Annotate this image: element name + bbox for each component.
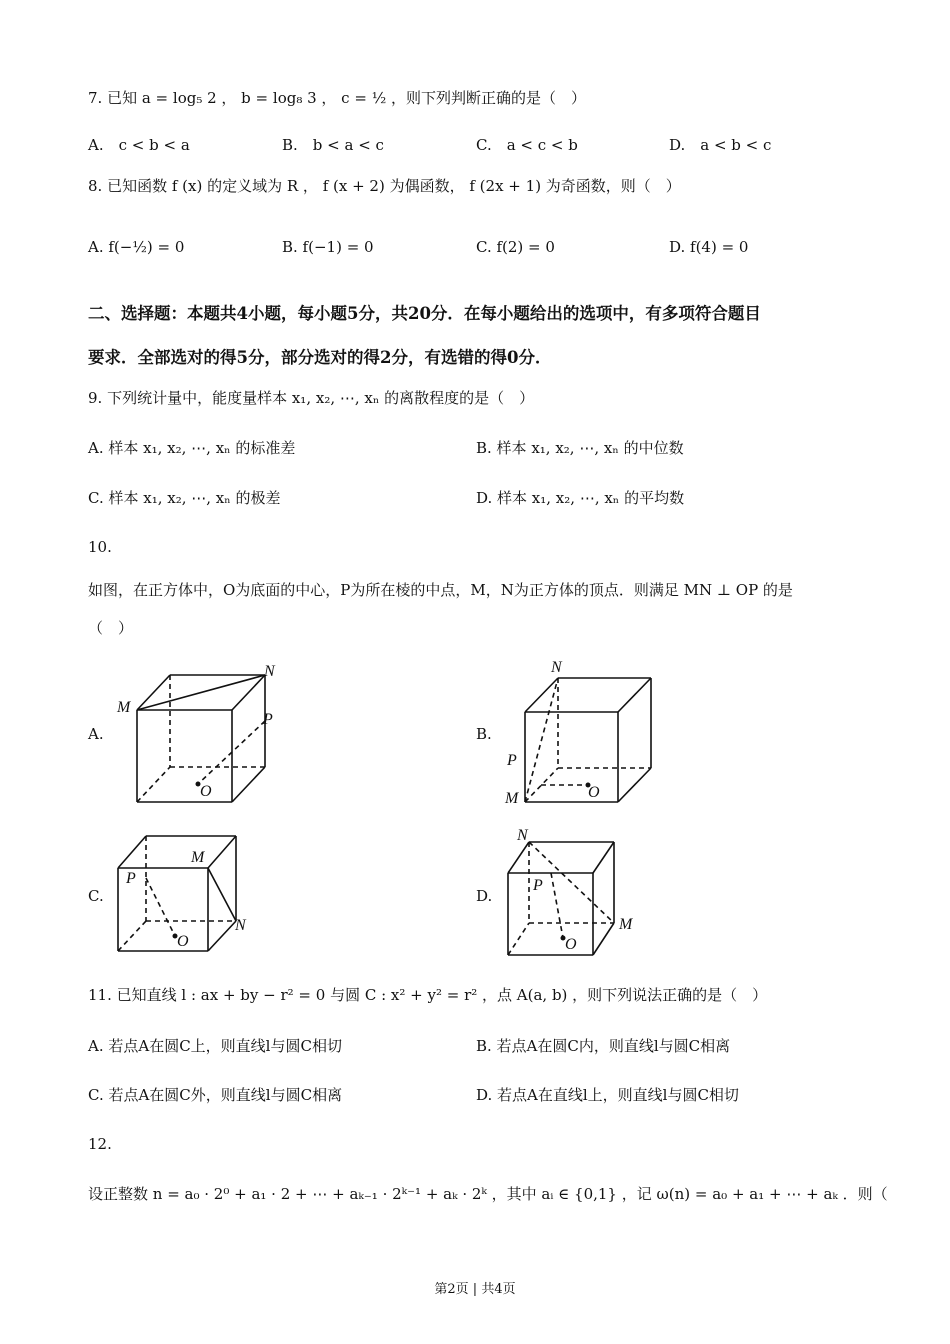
q11-stem: 11. 已知直线 l : ax + by − r² = 0 与圆 C : x² + y² = r² ，点 A(a, b) ，则下列说法正确的是（ ）	[88, 986, 768, 1004]
q10-b-label-o: O	[588, 784, 600, 801]
q10-a-label-m: M	[117, 699, 131, 716]
q7-option-d: D. a < b < c	[669, 136, 772, 154]
section2-heading-line2: 要求．全部选对的得5分，部分选对的得2分，有选错的得0分．	[88, 348, 552, 367]
q8-option-b: B. f(−1) = 0	[282, 238, 374, 256]
q11-option-a: A. 若点A在圆C上，则直线l与圆C相切	[88, 1037, 342, 1055]
q10-c-label-n: N	[235, 917, 246, 934]
q12-stem: 设正整数 n = a₀ · 2⁰ + a₁ · 2 + ⋯ + aₖ₋₁ · 2ᵏ⁻¹ + aₖ · 2ᵏ ，其中 aᵢ ∈ {0,1} ，记 ω(n) = a₀ + a₁ + ⋯ + aₖ ．则（	[88, 1185, 888, 1203]
section2-heading-line1: 二、选择题：本题共4小题，每小题5分，共20分．在每小题给出的选项中，有多项符合题目	[88, 304, 761, 323]
page-footer: 第2页 | 共4页	[434, 1282, 516, 1297]
q10-figure-b-label: B.	[476, 725, 492, 743]
q7-stem: 7. 已知 a = log₅ 2 ， b = log₈ 3 ， c = ½ ，则下列判断正确的是（ ）	[88, 89, 586, 107]
q8-stem: 8. 已知函数 f (x) 的定义域为 R ， f (x + 2) 为偶函数， f (2x + 1) 为奇函数，则（ ）	[88, 177, 681, 195]
q8-option-d: D. f(4) = 0	[669, 238, 749, 256]
q10-d-label-n: N	[517, 827, 528, 844]
q10-a-label-p: P	[263, 711, 273, 728]
q10-d-label-o: O	[565, 936, 577, 953]
q11-option-d: D. 若点A在直线l上，则直线l与圆C相切	[476, 1086, 739, 1104]
q10-c-label-m: M	[191, 849, 205, 866]
q10-b-label-n: N	[551, 659, 562, 676]
q9-option-a: A. 样本 x₁, x₂, ⋯, xₙ 的标准差	[88, 439, 296, 457]
q12-number: 12.	[88, 1135, 112, 1153]
q10-figure-b	[500, 655, 680, 810]
q7-option-a: A. c < b < a	[88, 136, 190, 154]
q10-figure-d	[500, 828, 670, 963]
q7-option-b: B. b < a < c	[282, 136, 384, 154]
q9-option-b: B. 样本 x₁, x₂, ⋯, xₙ 的中位数	[476, 439, 684, 457]
q10-stem-tail: （ ）	[88, 619, 134, 637]
q11-option-c: C. 若点A在圆C外，则直线l与圆C相离	[88, 1086, 343, 1104]
q10-c-label-o: O	[177, 933, 189, 950]
q10-a-label-n: N	[264, 663, 275, 680]
q8-option-c: C. f(2) = 0	[476, 238, 555, 256]
q10-d-label-m: M	[619, 916, 633, 933]
q9-option-d: D. 样本 x₁, x₂, ⋯, xₙ 的平均数	[476, 489, 685, 507]
q8-option-a: A. f(−½) = 0	[88, 238, 185, 256]
q10-b-label-p: P	[507, 752, 517, 769]
q11-option-b: B. 若点A在圆C内，则直线l与圆C相离	[476, 1037, 731, 1055]
q10-figure-a	[110, 660, 300, 810]
q10-d-label-p: P	[533, 877, 543, 894]
q10-b-label-m: M	[505, 790, 519, 807]
q10-number: 10.	[88, 538, 112, 556]
q10-figure-a-label: A.	[88, 725, 104, 743]
q9-option-c: C. 样本 x₁, x₂, ⋯, xₙ 的极差	[88, 489, 281, 507]
q10-stem: 如图，在正方体中，O为底面的中心，P为所在棱的中点，M，N为正方体的顶点．则满足 MN ⊥ OP 的是	[88, 581, 793, 599]
q10-figure-d-label: D.	[476, 887, 493, 905]
q10-a-label-o: O	[200, 783, 212, 800]
q10-figure-c	[105, 828, 275, 958]
q10-c-label-p: P	[126, 870, 136, 887]
q10-figure-c-label: C.	[88, 887, 104, 905]
q7-option-c: C. a < c < b	[476, 136, 578, 154]
q9-stem: 9. 下列统计量中，能度量样本 x₁, x₂, ⋯, xₙ 的离散程度的是（ ）	[88, 389, 535, 407]
